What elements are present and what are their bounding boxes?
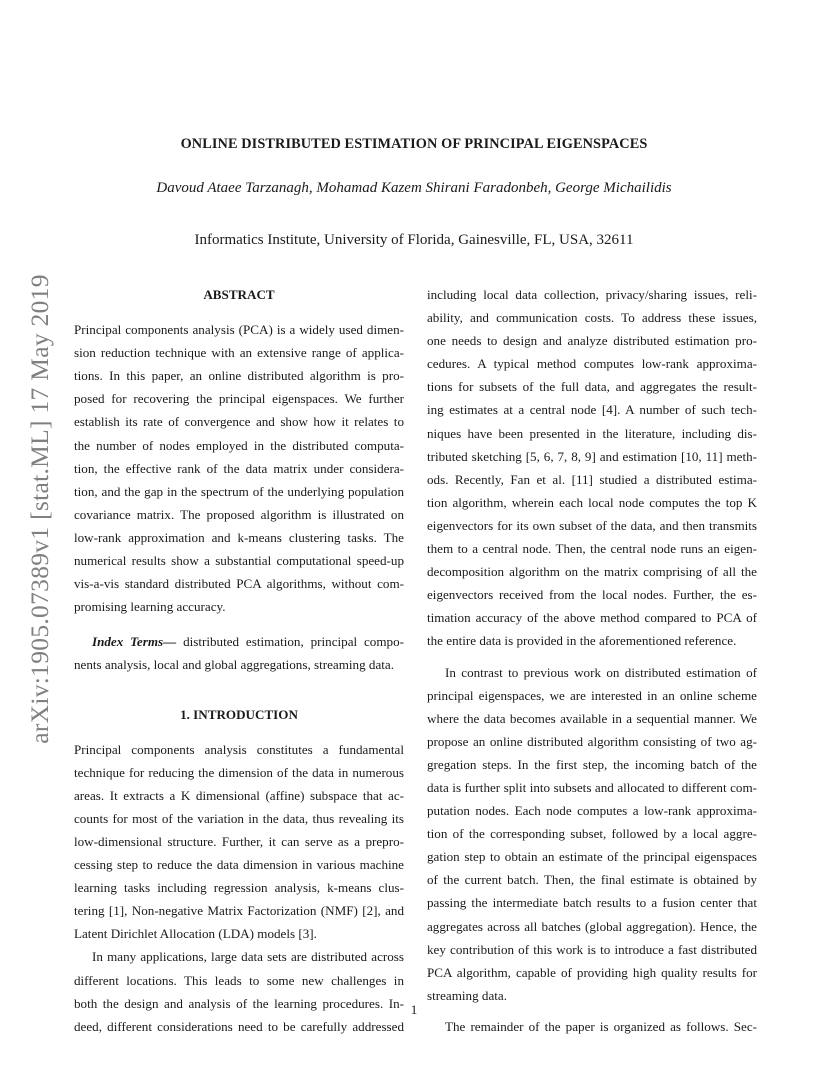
body-line: PCA algorithm, capable of providing high quality results for bbox=[427, 964, 757, 980]
right-paragraph-3 bbox=[427, 1015, 757, 1038]
abstract-line: covariance matrix. The proposed algorithm is illustrated on bbox=[74, 506, 404, 522]
body-line: tion of the corresponding subset, followed by a local aggre- bbox=[427, 826, 757, 842]
abstract-line: tion, the effective rank of the data matrix under considera- bbox=[74, 460, 404, 476]
intro-line: tering [1], Non-negative Matrix Factorization (NMF) [2], and bbox=[74, 903, 404, 919]
paper-authors: Davoud Ataee Tarzanagh, Mohamad Kazem Shirani Faradonbeh, George Michailidis bbox=[156, 180, 672, 196]
abstract-line: sion reduction technique with an extensive range of applica- bbox=[74, 345, 404, 361]
intro-line: In many applications, large data sets are distributed across bbox=[92, 949, 404, 965]
body-line: tions for subsets of the full data, and aggregates the result- bbox=[427, 379, 757, 395]
index-terms-text: nents analysis, local and global aggregations, streaming data. bbox=[74, 657, 394, 673]
page-number: 1 bbox=[410, 1002, 418, 1017]
intro-line: learning tasks including regression analysis, k-means clus- bbox=[74, 880, 404, 896]
body-line: principal eigenspaces, we are interested in an online scheme bbox=[427, 687, 757, 703]
intro-line: deed, different considerations need to be carefully addressed bbox=[74, 1018, 404, 1034]
body-line: putation nodes. Each node computes a low-rank approxima- bbox=[427, 803, 757, 819]
body-line: gregation steps. In the first step, the incoming batch of the bbox=[427, 756, 757, 772]
right-paragraph-2 bbox=[427, 661, 757, 1007]
body-line: of the current batch. Then, the final estimate is obtained by bbox=[427, 872, 757, 888]
abstract-body bbox=[74, 318, 404, 618]
body-line: key contribution of this work is to introduce a fast distributed bbox=[427, 941, 757, 957]
body-line: eigenvectors for its own subset of the data, and then transmits bbox=[427, 517, 757, 533]
abstract-line: vis-a-vis standard distributed PCA algorithms, without com- bbox=[74, 576, 404, 592]
intro-line: Principal components analysis constitutes a fundamental bbox=[74, 741, 404, 757]
body-line: ods. Recently, Fan et al. [11] studied a distributed estima- bbox=[427, 471, 757, 487]
intro-line: technique for reducing the dimension of the data in numerous bbox=[74, 764, 404, 780]
body-line: one needs to design and analyze distributed estimation pro- bbox=[427, 333, 757, 349]
abstract-line: numerical results show a substantial computational speed-up bbox=[74, 553, 404, 569]
arxiv-stamp bbox=[0, 0, 80, 744]
body-line: including local data collection, privacy/sharing issues, reli- bbox=[427, 287, 757, 302]
abstract-line: posed for recovering the principal eigenspaces. We further bbox=[74, 391, 404, 407]
body-line: streaming data. bbox=[427, 987, 507, 1003]
paper-affiliation: Informatics Institute, University of Florida, Gainesville, FL, USA, 32611 bbox=[194, 232, 634, 248]
introduction-heading: 1. INTRODUCTION bbox=[180, 706, 298, 722]
body-line: niques have been presented in the literature, including dis- bbox=[427, 425, 757, 441]
introduction-paragraph-1 bbox=[74, 738, 404, 946]
intro-line: counts for most of the variation in the data, thus revealing its bbox=[74, 810, 404, 826]
abstract-line: Principal components analysis (PCA) is a widely used dimen- bbox=[74, 322, 404, 338]
intro-line: areas. It extracts a K dimensional (affine) subspace that ac- bbox=[74, 787, 404, 803]
body-line: passing the intermediate batch results to a fusion center that bbox=[427, 895, 757, 911]
index-terms-label: Index Terms— bbox=[92, 634, 177, 650]
right-column bbox=[427, 283, 757, 1038]
left-column bbox=[74, 283, 404, 1038]
intro-line: different locations. This leads to some new challenges in bbox=[74, 972, 404, 988]
intro-line: low-dimensional structure. Further, it can serve as a prepro- bbox=[74, 833, 404, 849]
body-line: In contrast to previous work on distributed estimation of bbox=[445, 664, 757, 680]
abstract-line: establish its rate of convergence and show how it relates to bbox=[74, 414, 404, 430]
arxiv-stamp-text: arXiv:1905.07389v1 [stat.ML] 17 May 2019 bbox=[25, 274, 54, 744]
intro-line: cessing step to reduce the data dimension in various machine bbox=[74, 857, 404, 873]
abstract-line: promising learning accuracy. bbox=[74, 599, 226, 615]
abstract-line: low-rank approximation and k-means clustering tasks. The bbox=[74, 529, 404, 545]
abstract-heading: ABSTRACT bbox=[203, 287, 275, 302]
abstract-line: tion, and the gap in the spectrum of the underlying population bbox=[74, 483, 404, 499]
body-line: The remainder of the paper is organized as follows. Sec- bbox=[445, 1018, 757, 1034]
body-line: propose an online distributed algorithm consisting of two ag- bbox=[427, 733, 757, 749]
body-line: cedures. A typical method computes low-rank approxima- bbox=[427, 356, 757, 372]
paper-title: ONLINE DISTRIBUTED ESTIMATION OF PRINCIPAL EIGENSPACES bbox=[180, 136, 648, 152]
body-line: the entire data is provided in the aforementioned reference. bbox=[427, 633, 737, 649]
index-terms-text: distributed estimation, principal compo- bbox=[176, 634, 404, 650]
body-line: tion algorithm, wherein each local node computes the top K bbox=[427, 494, 757, 510]
body-line: ing estimates at a central node [4]. A number of such tech- bbox=[427, 402, 757, 418]
intro-line: Latent Dirichlet Allocation (LDA) models [3]. bbox=[74, 926, 317, 942]
introduction-paragraph-2 bbox=[74, 945, 404, 1037]
body-line: decomposition algorithm on the matrix comprising of all the bbox=[427, 564, 757, 580]
body-line: where the data becomes available in a sequential manner. We bbox=[427, 710, 757, 726]
abstract-line: the number of nodes employed in the distributed computa- bbox=[74, 437, 404, 453]
body-line: timation accuracy of the above method compared to PCA of bbox=[427, 610, 757, 626]
right-paragraph-1 bbox=[427, 283, 757, 653]
body-line: tributed sketching [5, 6, 7, 8, 9] and estimation [10, 11] meth- bbox=[427, 448, 757, 464]
body-line: data is further split into subsets and allocated to different com- bbox=[427, 779, 757, 795]
body-line: eigenvectors received from the local nodes. Further, the es- bbox=[427, 587, 757, 603]
abstract-line: tions. In this paper, an online distributed algorithm is pro- bbox=[74, 368, 404, 384]
body-line: ability, and communication costs. To address these issues, bbox=[427, 310, 757, 326]
body-line: aggregates across all batches (global aggregation). Hence, the bbox=[427, 918, 757, 934]
body-line: gation step to obtain an estimate of the principal eigenspaces bbox=[427, 849, 757, 865]
index-terms bbox=[74, 630, 404, 676]
intro-line: both the design and analysis of the learning procedures. In- bbox=[74, 995, 404, 1011]
body-line: them to a central node. Then, the central node runs an eigen- bbox=[427, 541, 757, 557]
